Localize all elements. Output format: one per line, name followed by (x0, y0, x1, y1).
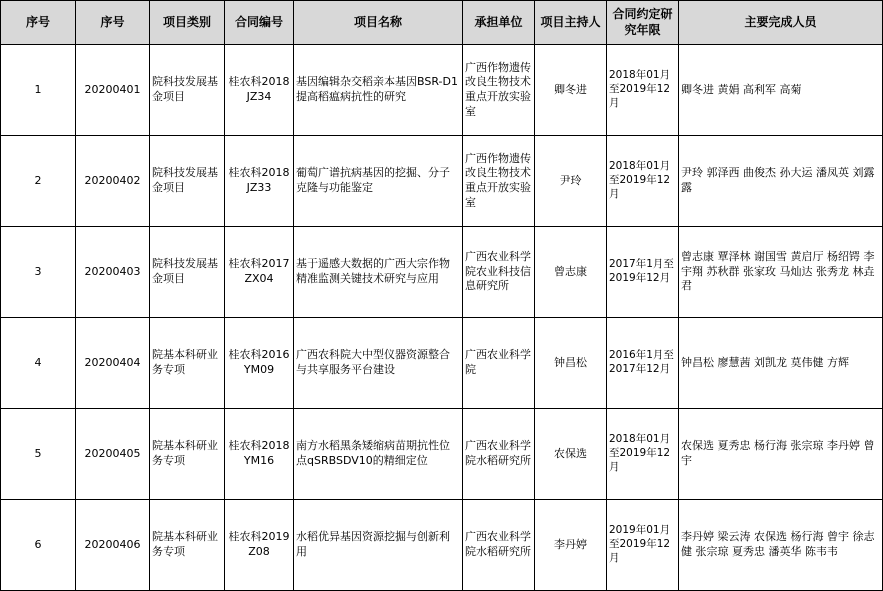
table-row (1, 318, 883, 409)
cell-seq: 2 (1, 136, 76, 227)
cell-unit: 广西农业科学院农业科技信息研究所 (463, 227, 535, 318)
cell-unit: 广西作物遗传改良生物技术重点开放实验室 (463, 136, 535, 227)
cell-contract: 桂农科2018JZ34 (225, 45, 294, 136)
header-row (1, 1, 883, 45)
cell-category: 院科技发展基金项目 (150, 136, 225, 227)
cell-seq: 1 (1, 45, 76, 136)
table-row (1, 45, 883, 136)
table-row (1, 227, 883, 318)
cell-leader: 钟昌松 (535, 318, 607, 409)
cell-unit: 广西农业科学院水稻研究所 (463, 409, 535, 500)
header-number: 序号 (76, 1, 150, 45)
cell-members: 钟昌松 廖慧茜 刘凯龙 莫伟健 方辉 (679, 318, 883, 409)
cell-seq: 4 (1, 318, 76, 409)
cell-category: 院科技发展基金项目 (150, 227, 225, 318)
header-members: 主要完成人员 (679, 1, 883, 45)
cell-contract: 桂农科2016YM09 (225, 318, 294, 409)
cell-number: 20200405 (76, 409, 150, 500)
cell-leader: 卿冬进 (535, 45, 607, 136)
cell-period: 2018年01月至2019年12月 (607, 45, 679, 136)
cell-number: 20200401 (76, 45, 150, 136)
cell-category: 院基本科研业务专项 (150, 500, 225, 591)
table-row (1, 500, 883, 591)
cell-number: 20200404 (76, 318, 150, 409)
cell-members: 农保选 夏秀忠 杨行海 张宗琼 李丹婷 曾宇 (679, 409, 883, 500)
header-seq: 序号 (1, 1, 76, 45)
cell-period: 2018年01月至2019年12月 (607, 136, 679, 227)
cell-category: 院基本科研业务专项 (150, 318, 225, 409)
cell-seq: 6 (1, 500, 76, 591)
cell-contract: 桂农科2019Z08 (225, 500, 294, 591)
cell-seq: 3 (1, 227, 76, 318)
cell-members: 李丹婷 梁云涛 农保选 杨行海 曾宇 徐志健 张宗琼 夏秀忠 潘英华 陈韦韦 (679, 500, 883, 591)
cell-members: 卿冬进 黄娟 高利军 高菊 (679, 45, 883, 136)
cell-unit: 广西农业科学院水稻研究所 (463, 500, 535, 591)
cell-name: 广西农科院大中型仪器资源整合与共享服务平台建设 (294, 318, 463, 409)
header-name: 项目名称 (294, 1, 463, 45)
table-row (1, 136, 883, 227)
header-leader: 项目主持人 (535, 1, 607, 45)
cell-name: 葡萄广谱抗病基因的挖掘、分子克隆与功能鉴定 (294, 136, 463, 227)
cell-leader: 曾志康 (535, 227, 607, 318)
cell-leader: 李丹婷 (535, 500, 607, 591)
cell-seq: 5 (1, 409, 76, 500)
cell-category: 院基本科研业务专项 (150, 409, 225, 500)
cell-members: 尹玲 郭泽西 曲俊杰 孙大运 潘凤英 刘露露 (679, 136, 883, 227)
cell-name: 南方水稻黑条矮缩病苗期抗性位点qSRBSDV10的精细定位 (294, 409, 463, 500)
header-period: 合同约定研究年限 (607, 1, 679, 45)
header-unit: 承担单位 (463, 1, 535, 45)
cell-members: 曾志康 覃泽林 谢国雪 黄启厅 杨绍锷 李宇翔 苏秋群 张家玫 马灿达 张秀龙 林垚君 (679, 227, 883, 318)
header-contract: 合同编号 (225, 1, 294, 45)
cell-leader: 农保选 (535, 409, 607, 500)
cell-period: 2017年1月至2019年12月 (607, 227, 679, 318)
table-row (1, 409, 883, 500)
cell-name: 基于遥感大数据的广西大宗作物精准监测关键技术研究与应用 (294, 227, 463, 318)
cell-contract: 桂农科2018JZ33 (225, 136, 294, 227)
cell-contract: 桂农科2018YM16 (225, 409, 294, 500)
cell-unit: 广西作物遗传改良生物技术重点开放实验室 (463, 45, 535, 136)
cell-period: 2019年01月至2019年12月 (607, 500, 679, 591)
cell-period: 2018年01月至2019年12月 (607, 409, 679, 500)
cell-unit: 广西农业科学院 (463, 318, 535, 409)
cell-number: 20200403 (76, 227, 150, 318)
cell-contract: 桂农科2017ZX04 (225, 227, 294, 318)
cell-period: 2016年1月至2017年12月 (607, 318, 679, 409)
cell-name: 水稻优异基因资源挖掘与创新利用 (294, 500, 463, 591)
cell-leader: 尹玲 (535, 136, 607, 227)
cell-number: 20200406 (76, 500, 150, 591)
cell-name: 基因编辑杂交稻亲本基因BSR-D1 提高稻瘟病抗性的研究 (294, 45, 463, 136)
cell-number: 20200402 (76, 136, 150, 227)
cell-category: 院科技发展基金项目 (150, 45, 225, 136)
header-category: 项目类别 (150, 1, 225, 45)
